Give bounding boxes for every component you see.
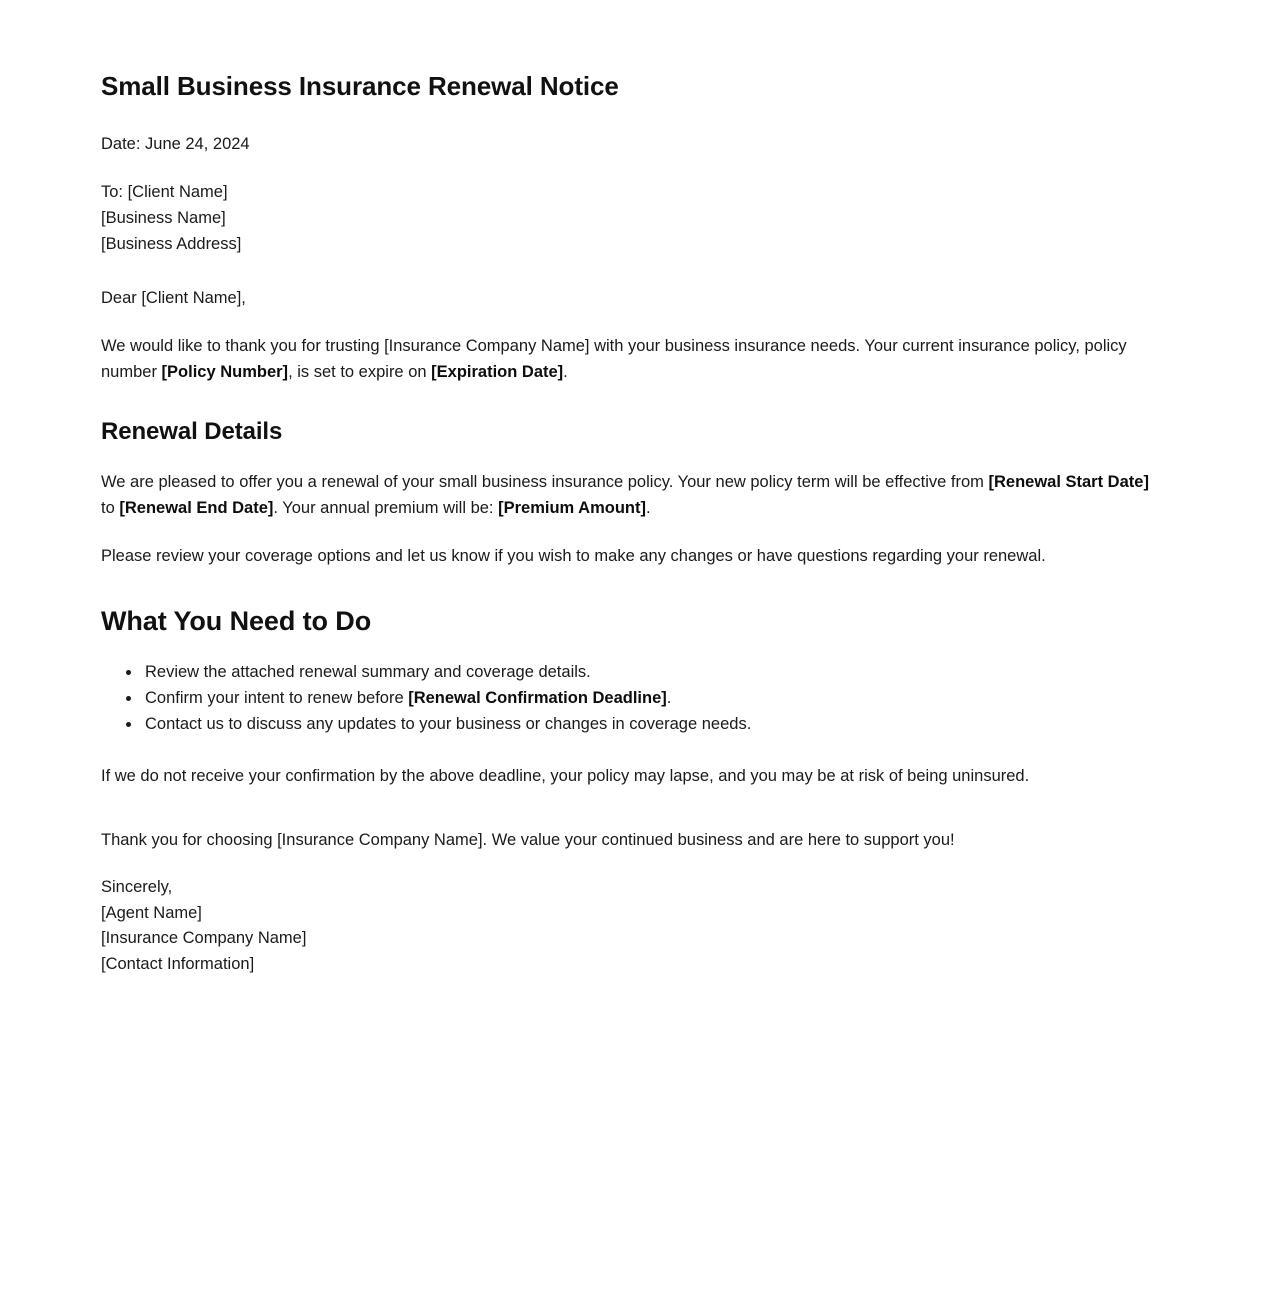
- list-item-text-part1: Confirm your intent to renew before: [145, 689, 409, 708]
- section-heading-renewal-details: Renewal Details: [101, 417, 283, 445]
- intro-text-part3: .: [563, 362, 568, 381]
- salutation: Dear [Client Name],: [101, 288, 246, 307]
- document-content: [101, 70, 1153, 977]
- renewal-text-part3: . Your annual premium will be:: [273, 498, 499, 517]
- list-item-text-part1: Review the attached renewal summary and coverage details.: [145, 663, 591, 682]
- intro-text-part1: We would like to thank you for trusting [Insurance Company Name] with your business insurance needs. Your current insurance policy, policy number: [101, 336, 1127, 381]
- expiration-date-field: [Expiration Date]: [431, 362, 564, 381]
- closing-thanks-text: Thank you for choosing [Insurance Company Name]. We value your continued business and are here to support you!: [101, 831, 955, 850]
- list-item: [142, 714, 1153, 735]
- list-item: [142, 688, 1153, 709]
- premium-amount-field: [Premium Amount]: [498, 498, 646, 517]
- date-line: [101, 131, 1153, 157]
- policy-number-field: [Policy Number]: [161, 362, 289, 381]
- renewal-start-date-field: [Renewal Start Date]: [988, 472, 1149, 491]
- renewal-end-date-field: [Renewal End Date]: [119, 498, 274, 517]
- recipient-to-line: To: [Client Name]: [101, 182, 228, 201]
- signature-contact-information: [Contact Information]: [101, 954, 255, 973]
- section-heading-what-you-need-to-do: What You Need to Do: [101, 605, 372, 636]
- renewal-details-paragraph: [101, 469, 1153, 521]
- page-title: Small Business Insurance Renewal Notice: [101, 71, 619, 101]
- signature-agent-name: [Agent Name]: [101, 903, 202, 922]
- todo-list: [101, 662, 1153, 735]
- signature-block: [101, 875, 1153, 977]
- renewal-text-part4: .: [646, 498, 651, 517]
- intro-paragraph: [101, 333, 1153, 385]
- recipient-business-name: [Business Name]: [101, 208, 226, 227]
- lapse-warning-text: If we do not receive your confirmation by the above deadline, your policy may lapse, and you may be at risk of being uninsured.: [101, 767, 1030, 786]
- signature-company-name: [Insurance Company Name]: [101, 929, 307, 948]
- recipient-business-address: [Business Address]: [101, 234, 242, 253]
- list-item-text-part2: .: [666, 689, 672, 708]
- date-text: Date: June 24, 2024: [101, 134, 250, 153]
- recipient-block: [101, 179, 1153, 257]
- list-item: [142, 662, 1153, 683]
- list-item-text-part1: Contact us to discuss any updates to your business or changes in coverage needs.: [145, 715, 752, 734]
- review-coverage-note: Please review your coverage options and let us know if you wish to make any changes or have questions regarding your renewal.: [101, 546, 1046, 565]
- intro-text-part2: , is set to expire on: [288, 362, 432, 381]
- renewal-confirmation-deadline-field: [Renewal Confirmation Deadline]: [408, 689, 667, 708]
- renewal-text-part2: to: [101, 498, 120, 517]
- signature-sincerely: Sincerely,: [101, 878, 173, 897]
- renewal-text-part1: We are pleased to offer you a renewal of your small business insurance policy. Your new policy term will be effective from: [101, 472, 989, 491]
